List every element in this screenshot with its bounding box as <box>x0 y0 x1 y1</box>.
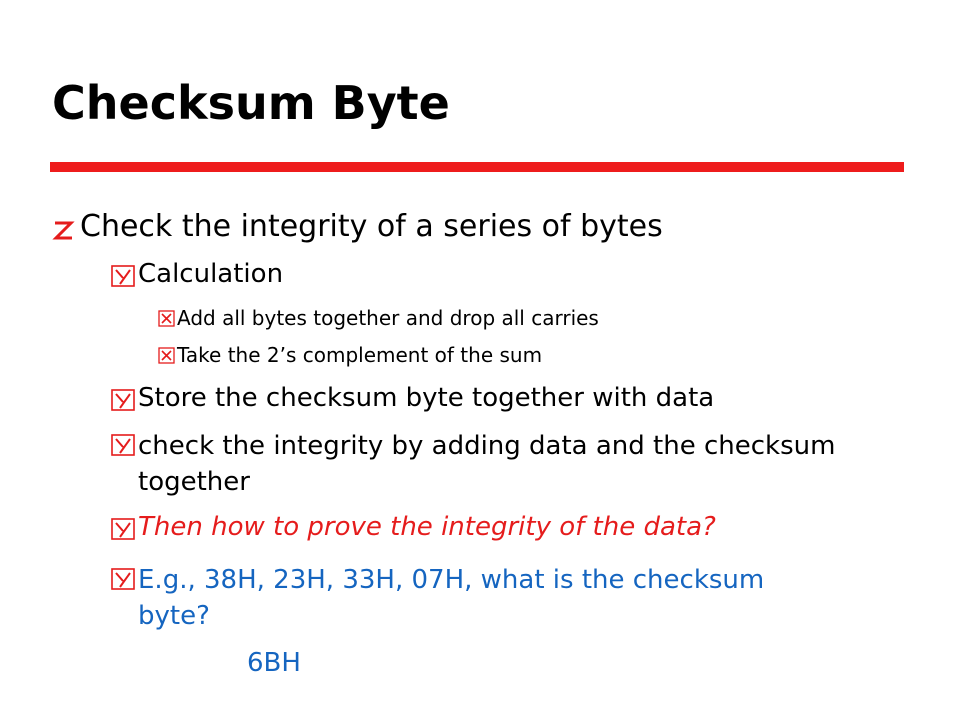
bullet-main <box>52 209 663 244</box>
slide-title: Checksum Byte <box>52 76 450 130</box>
bullet-store-text: Store the checksum byte together with data <box>138 383 715 413</box>
bullet-calc-step1-text: Add all bytes together and drop all carries <box>177 306 599 330</box>
bullet-question-text: Then how to prove the integrity of the data? <box>138 512 716 542</box>
y-bullet-icon <box>111 518 135 540</box>
example-answer: 6BH <box>247 648 301 678</box>
y-bullet-icon <box>111 568 135 590</box>
bullet-main-text: Check the integrity of a series of bytes <box>80 209 663 244</box>
bullet-calc-step1 <box>158 306 599 330</box>
bullet-check-text: check the integrity by adding data and the checksum together <box>138 431 836 497</box>
z-bullet-icon <box>52 215 76 243</box>
y-bullet-icon <box>111 265 135 287</box>
bullet-calc-step2 <box>158 343 542 367</box>
bullet-example-text: E.g., 38H, 23H, 33H, 07H, what is the checksum byte? <box>138 565 765 631</box>
y-bullet-icon <box>111 434 135 456</box>
y-bullet-icon <box>111 389 135 411</box>
x-bullet-icon <box>158 310 175 327</box>
bullet-question <box>111 512 716 542</box>
bullet-example <box>111 562 838 634</box>
title-underline-rule <box>50 162 904 172</box>
bullet-calculation <box>111 259 283 289</box>
bullet-calculation-text: Calculation <box>138 259 284 289</box>
bullet-check <box>111 428 898 500</box>
bullet-store <box>111 383 714 413</box>
x-bullet-icon <box>158 347 175 364</box>
bullet-calc-step2-text: Take the 2’s complement of the sum <box>177 343 543 367</box>
